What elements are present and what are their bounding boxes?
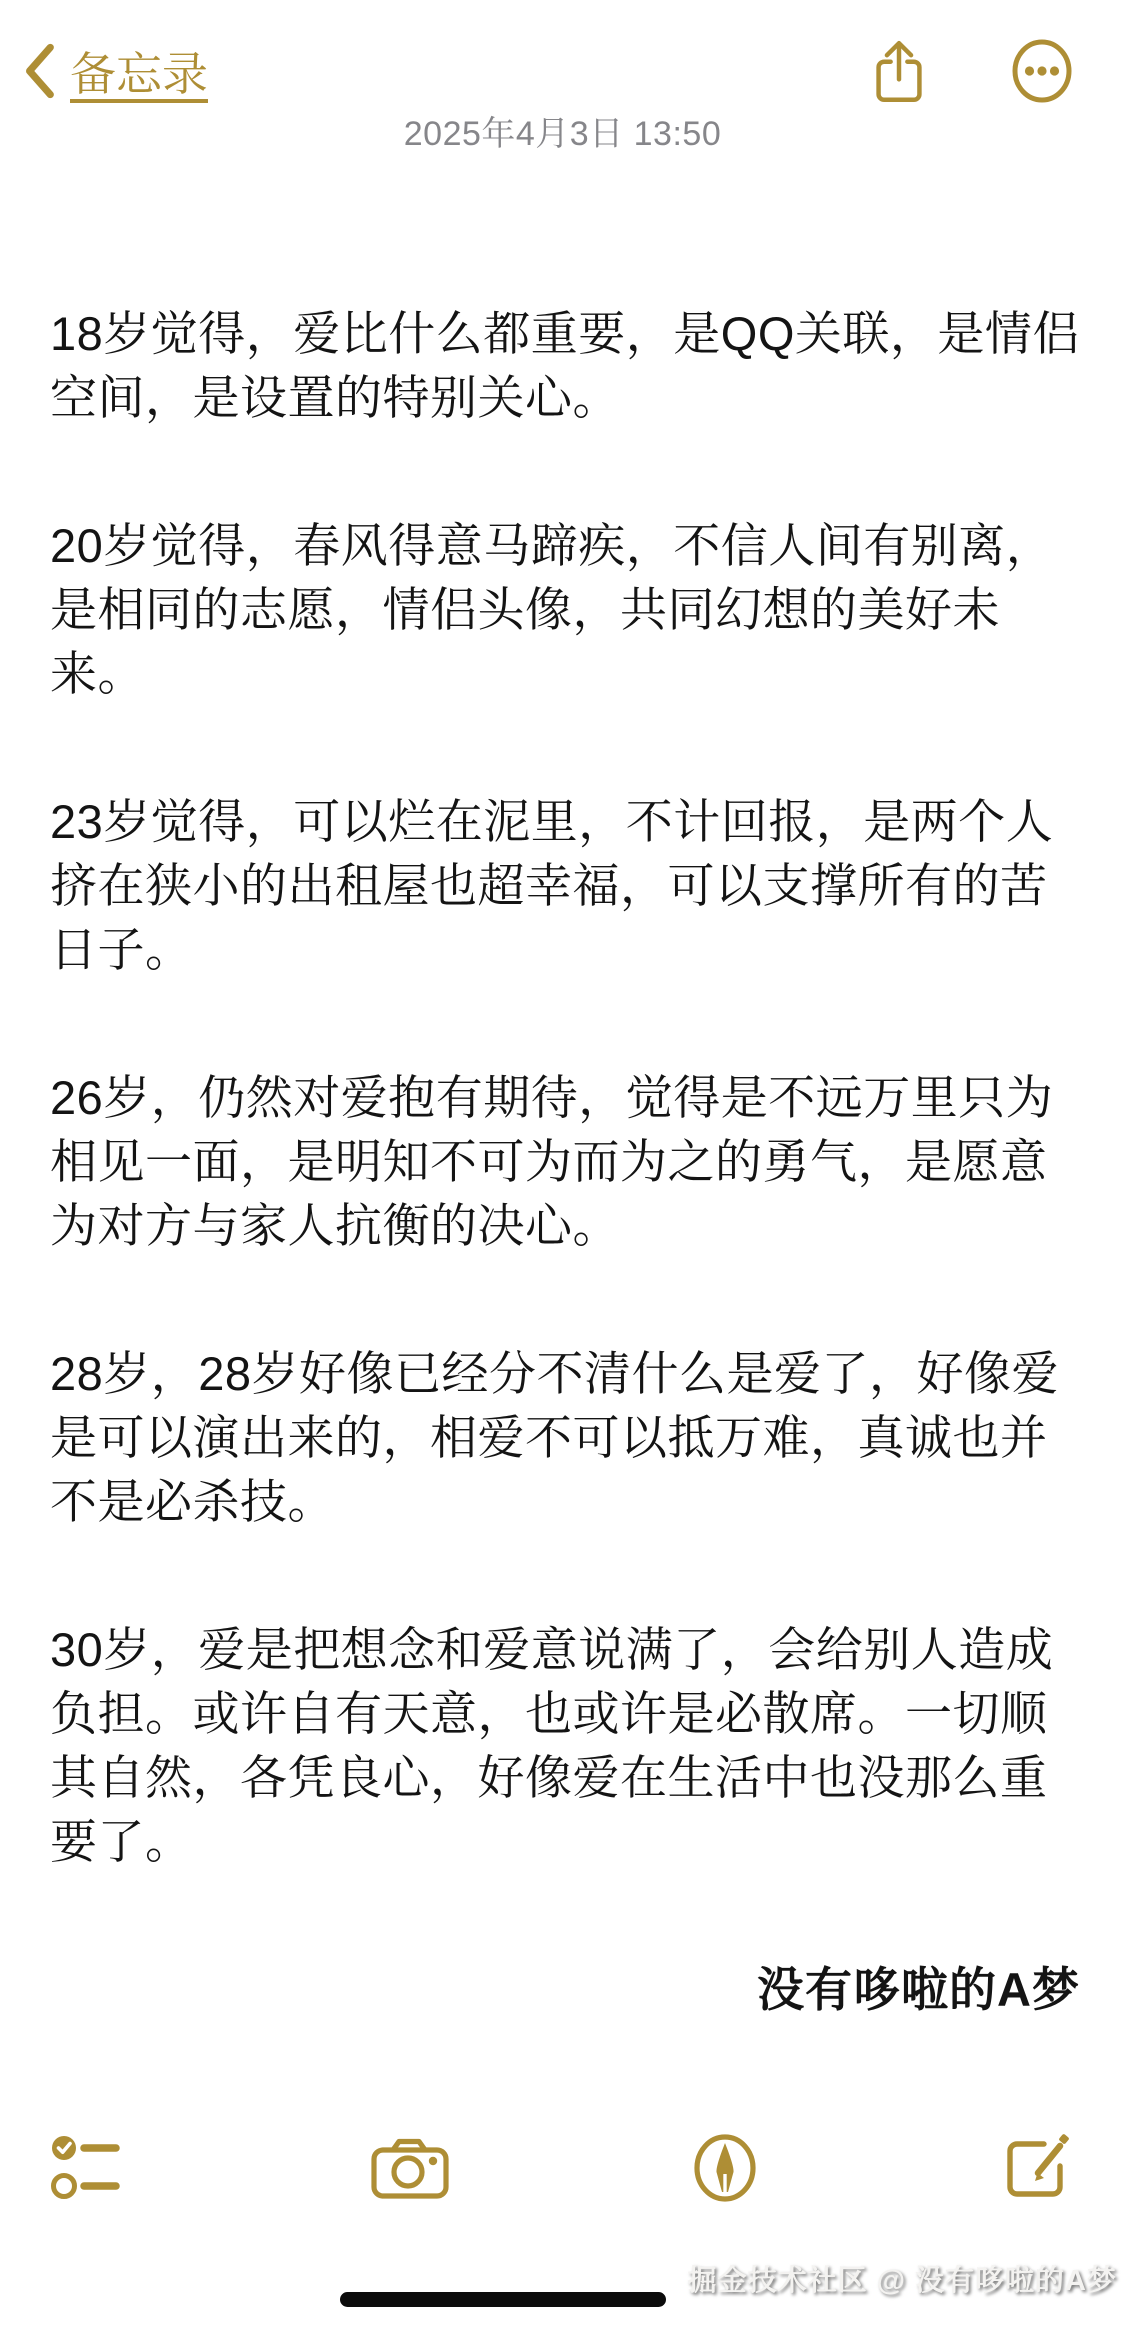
share-icon[interactable] [873, 36, 925, 106]
checklist-icon[interactable] [50, 2133, 132, 2203]
home-indicator[interactable] [340, 2292, 666, 2307]
chevron-left-icon [22, 42, 56, 100]
note-paragraph: 30岁，爱是把想念和爱意说满了，会给别人造成负担。或许自有天意，也或许是必散席。一切顺其自然，各凭良心，好像爱在生活中也没那么重要了。 [50, 1623, 1054, 1868]
note-date: 2025年4月3日 13:50 [403, 115, 722, 153]
note-paragraph: 28岁，28岁好像已经分不清什么是爱了，好像爱是可以演出来的，相爱不可以抵万难，真诚也并不是必杀技。 [50, 1347, 1060, 1528]
back-button[interactable] [22, 38, 208, 104]
watermark: 掘金技术社区 @ 没有哆啦的A梦 [687, 2265, 1117, 2297]
camera-icon[interactable] [370, 2136, 450, 2200]
compose-icon[interactable] [999, 2131, 1073, 2205]
back-label: 备忘录 [70, 48, 208, 100]
note-signature: 没有哆啦的A梦 [757, 1963, 1080, 2016]
bottom-toolbar [0, 2122, 1125, 2214]
navbar [0, 28, 1125, 114]
note-paragraph: 26岁，仍然对爱抱有期待，觉得是不远万里只为相见一面，是明知不可为而为之的勇气，是愿意为对方与家人抗衡的决心。 [50, 1071, 1054, 1252]
ellipsis-circle-icon[interactable] [1011, 38, 1073, 104]
note-paragraph: 18岁觉得，爱比什么都重要，是QQ关联，是情侣空间，是设置的特别关心。 [50, 307, 1080, 424]
note-paragraph: 20岁觉得，春风得意马蹄疾，不信人间有别离，是相同的志愿，情侣头像，共同幻想的美好未来。 [50, 519, 1054, 700]
markup-pen-icon[interactable] [689, 2131, 761, 2205]
note-body[interactable] [50, 302, 1080, 2022]
note-paragraph: 23岁觉得，可以烂在泥里，不计回报，是两个人挤在狭小的出租屋也超幸福，可以支撑所有的苦日子。 [50, 795, 1054, 976]
